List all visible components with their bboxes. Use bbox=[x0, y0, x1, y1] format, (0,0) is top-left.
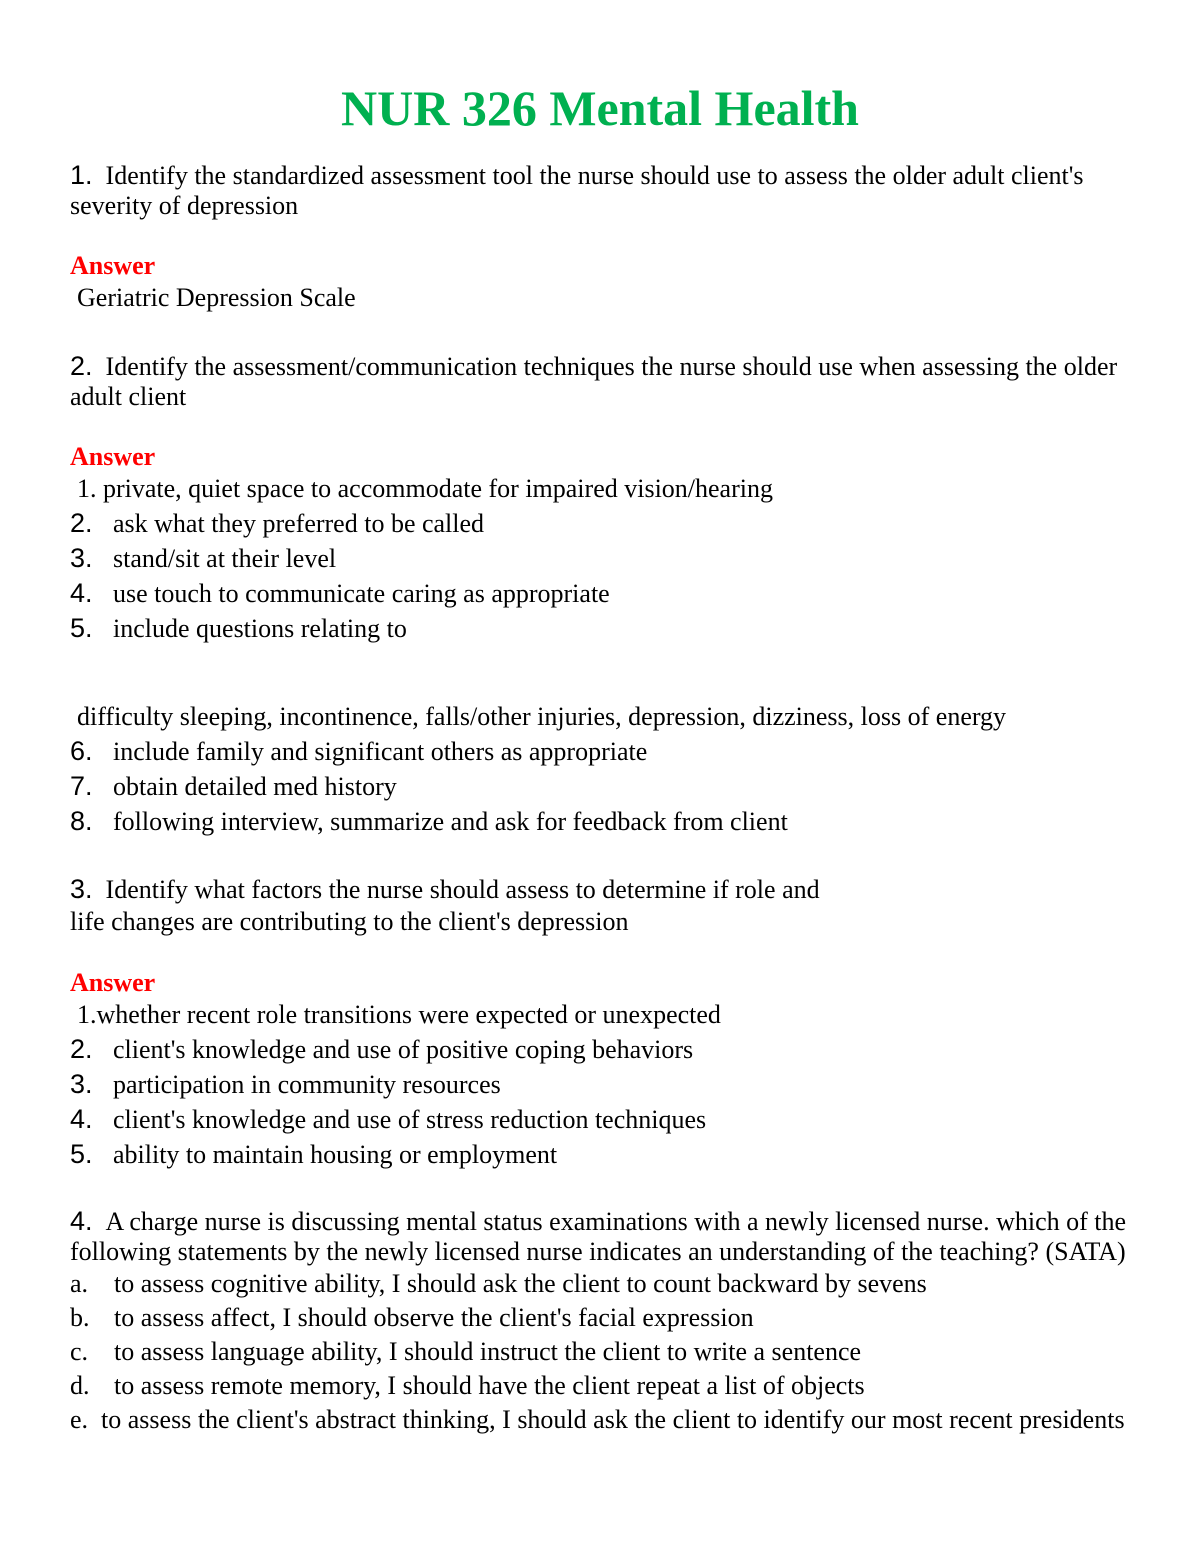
answer-2 bbox=[70, 442, 1130, 839]
list-item-continuation: difficulty sleeping, incontinence, falls/other injuries, depression, dizziness, loss of energy bbox=[77, 702, 1007, 731]
list-item: 4. use touch to communicate caring as appropriate bbox=[70, 578, 610, 608]
page-title: NUR 326 Mental Health bbox=[341, 80, 859, 136]
answer-3 bbox=[70, 968, 1130, 1172]
question-text: 2. Identify the assessment/communication techniques the nurse should use when assessing the older adult client bbox=[70, 351, 1118, 411]
option-a: a. to assess cognitive ability, I should ask the client to count backward by sevens bbox=[70, 1269, 927, 1298]
list-item: 4. client's knowledge and use of stress reduction techniques bbox=[70, 1104, 707, 1134]
answer-label: Answer bbox=[70, 251, 156, 280]
answer-1 bbox=[70, 251, 1130, 315]
list-item: 3. stand/sit at their level bbox=[70, 543, 337, 573]
list-item: 1.whether recent role transitions were expected or unexpected bbox=[77, 1000, 721, 1029]
list-item: 5. ability to maintain housing or employment bbox=[70, 1139, 558, 1169]
list-item: 1. private, quiet space to accommodate for impaired vision/hearing bbox=[77, 474, 773, 503]
list-item: 5. include questions relating to bbox=[70, 613, 407, 643]
answer-label: Answer bbox=[70, 442, 156, 471]
list-item: 2. ask what they preferred to be called bbox=[70, 508, 485, 538]
option-c: c. to assess language ability, I should instruct the client to write a sentence bbox=[70, 1337, 862, 1366]
answer-label: Answer bbox=[70, 968, 156, 997]
question-text: 4. A charge nurse is discussing mental status examinations with a newly licensed nurse. which of the following statements by the newly licensed nurse indicates an understanding of the teaching? (SATA) bbox=[70, 1206, 1127, 1266]
question-2 bbox=[70, 351, 1130, 412]
answer-text: Geriatric Depression Scale bbox=[77, 283, 356, 312]
question-text: 3. Identify what factors the nurse should assess to determine if role and life changes are contributing to the client's depression bbox=[70, 874, 820, 936]
list-item: 2. client's knowledge and use of positive coping behaviors bbox=[70, 1034, 694, 1064]
question-number: 1. bbox=[70, 160, 93, 190]
list-item: 8. following interview, summarize and ask for feedback from client bbox=[70, 806, 788, 836]
question-1 bbox=[70, 160, 1130, 221]
option-e: e. to assess the client's abstract thinking, I should ask the client to identify our most recent presidents bbox=[70, 1405, 1125, 1434]
option-d: d. to assess remote memory, I should have the client repeat a list of objects bbox=[70, 1371, 865, 1400]
question-number: 3. bbox=[70, 874, 93, 904]
list-item: 6. include family and significant others as appropriate bbox=[70, 736, 648, 766]
question-number: 4. bbox=[70, 1206, 93, 1236]
option-b: b. to assess affect, I should observe the client's facial expression bbox=[70, 1303, 754, 1332]
list-item: 3. participation in community resources bbox=[70, 1069, 501, 1099]
list-item: 7. obtain detailed med history bbox=[70, 771, 397, 801]
question-number: 2. bbox=[70, 351, 93, 381]
question-text: 1. Identify the standardized assessment tool the nurse should use to assess the older adult client's severity of depression bbox=[70, 160, 1084, 220]
question-4 bbox=[70, 1206, 1130, 1435]
question-3 bbox=[70, 873, 1130, 938]
